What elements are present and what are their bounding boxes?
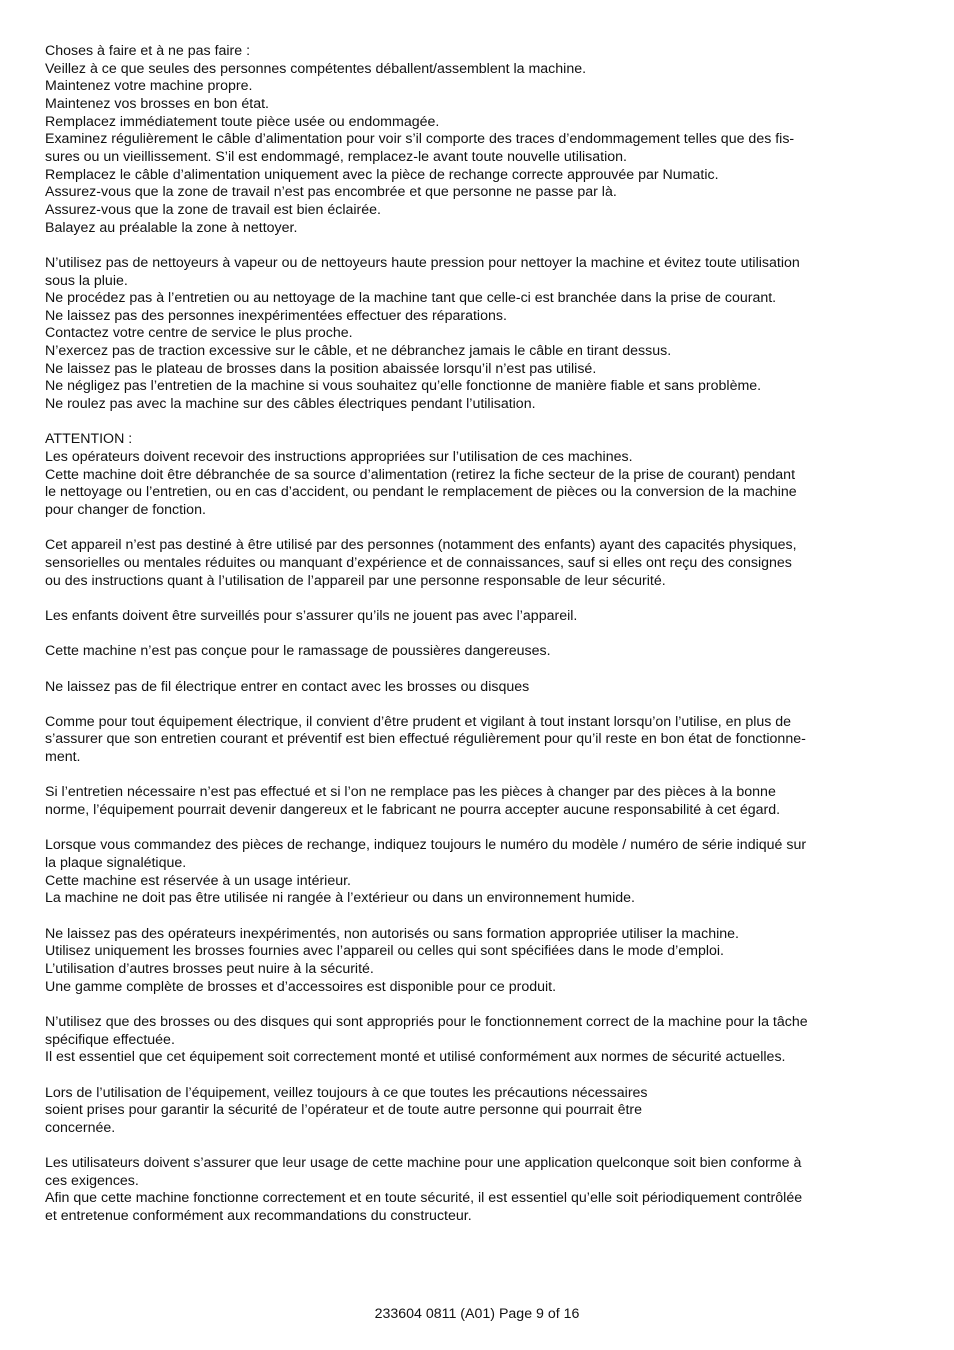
text-line: N’utilisez pas de nettoyeurs à vapeur ou de nettoyeurs haute pression pour nettoyer la machine et évitez toute utilisation: [45, 254, 800, 271]
paragraph-precautions: [45, 1085, 911, 1138]
section-heading: ATTENTION :: [45, 431, 133, 448]
text-line: La machine ne doit pas être utilisée ni rangée à l’extérieur ou dans un environnement humide.: [45, 890, 635, 907]
paragraph-electrical-equipment: [45, 714, 911, 767]
text-line: s’assurer que son entretien courant et préventif est bien effectué régulièrement pour qu’il reste en bon état de fonctionne-: [45, 731, 806, 748]
text-line: la plaque signalétique.: [45, 855, 187, 872]
text-line: soient prises pour garantir la sécurité de l’opérateur et de toute autre personne qui pourrait être: [45, 1102, 643, 1119]
text-line: N’exercez pas de traction excessive sur le câble, et ne débranchez jamais le câble en tirant dessus.: [45, 343, 672, 360]
text-line: sous la pluie.: [45, 272, 128, 289]
paragraph-user-compliance: [45, 1155, 911, 1226]
text-line: Ne négligez pas l’entretien de la machine si vous souhaitez qu’elle fonctionne de manière fiable et sans problème.: [45, 378, 762, 395]
paragraph-maintenance-liability: [45, 784, 911, 819]
text-line: Veillez à ce que seules des personnes compétentes déballent/assemblent la machine.: [45, 60, 587, 77]
text-line: Maintenez votre machine propre.: [45, 78, 253, 95]
text-line: Assurez-vous que la zone de travail n’est pas encombrée et que personne ne passe par là.: [45, 184, 617, 201]
paragraph-dos-and-donts-2: [45, 255, 911, 414]
text-line: L’utilisation d’autres brosses peut nuire à la sécurité.: [45, 960, 374, 977]
paragraph-dust: [45, 643, 911, 661]
text-line: Cet appareil n’est pas destiné à être utilisé par des personnes (notamment des enfants) ayant des capacités physiques,: [45, 537, 797, 554]
text-line: Ne roulez pas avec la machine sur des câbles électriques pendant l’utilisation.: [45, 396, 536, 413]
text-line: spécifique effectuée.: [45, 1031, 175, 1048]
text-line: Une gamme complète de brosses et d’accessoires est disponible pour ce produit.: [45, 978, 557, 995]
text-line: Maintenez vos brosses en bon état.: [45, 95, 269, 112]
text-line: Cette machine est réservée à un usage intérieur.: [45, 872, 351, 889]
text-line: Ne laissez pas des opérateurs inexpérimentés, non autorisés ou sans formation appropriée utiliser la machine.: [45, 925, 739, 942]
paragraph-wire-contact: [45, 679, 911, 697]
text-line: Ne procédez pas à l’entretien ou au nettoyage de la machine tant que celle-ci est branchée dans la prise de courant.: [45, 290, 777, 307]
text-line: sures ou un vieillissement. S’il est endommagé, remplacez-le avant toute nouvelle utilisation.: [45, 148, 627, 165]
paragraph-attention: [45, 431, 911, 519]
text-line: ces exigences.: [45, 1172, 139, 1189]
paragraph-dos-and-donts-1: [45, 43, 911, 237]
text-line: sensorielles ou mentales réduites ou manquant d’expérience et de connaissances, sauf si elles ont reçu des consignes: [45, 554, 792, 571]
text-line: Contactez votre centre de service le plus proche.: [45, 325, 353, 342]
text-line: Afin que cette machine fonctionne correctement et en toute sécurité, il est essentiel qu’elle soit périodiquement contrôlée: [45, 1190, 803, 1207]
text-line: Ne laissez pas le plateau de brosses dans la position abaissée lorsqu’il n’est pas utilisé.: [45, 360, 597, 377]
text-line: le nettoyage ou l’entretien, ou en cas d’accident, ou pendant le remplacement de pièces ou la conversion de la machine: [45, 484, 797, 501]
paragraph-spare-parts: [45, 837, 911, 908]
text-line: Les utilisateurs doivent s’assurer que leur usage de cette machine pour une application quelconque soit bien conforme à: [45, 1155, 802, 1172]
text-line: Lors de l’utilisation de l’équipement, veillez toujours à ce que toutes les précautions nécessaires: [45, 1084, 648, 1101]
text-line: Examinez régulièrement le câble d’alimentation pour voir s’il comporte des traces d’endommagement telles que des fis-: [45, 131, 795, 148]
text-line: pour changer de fonction.: [45, 502, 206, 519]
paragraph-reduced-capacity: [45, 537, 911, 590]
text-line: Comme pour tout équipement électrique, il convient d’être prudent et vigilant à tout instant lorsqu’on l’utilise, en plus de: [45, 713, 792, 730]
text-line: Les enfants doivent être surveillés pour s’assurer qu’ils ne jouent pas avec l’appareil.: [45, 607, 578, 624]
text-line: N’utilisez que des brosses ou des disques qui sont appropriés pour le fonctionnement correct de la machine pour la tâche: [45, 1013, 808, 1030]
text-line: Cette machine n’est pas conçue pour le ramassage de poussières dangereuses.: [45, 643, 551, 660]
text-line: Cette machine doit être débranchée de sa source d’alimentation (retirez la fiche secteur de la prise de courant) pendant: [45, 466, 796, 483]
section-heading: Choses à faire et à ne pas faire :: [45, 43, 251, 59]
text-line: norme, l’équipement pourrait devenir dangereux et le fabricant ne pourra accepter aucune responsabilité à cet égard.: [45, 802, 781, 819]
text-line: Ne laissez pas des personnes inexpérimentées effectuer des réparations.: [45, 307, 507, 324]
text-line: Ne laissez pas de fil électrique entrer en contact avec les brosses ou disques: [45, 678, 530, 695]
text-line: ment.: [45, 749, 81, 766]
text-line: Lorsque vous commandez des pièces de rechange, indiquez toujours le numéro du modèle / numéro de série indiqué sur: [45, 837, 807, 854]
text-line: ou des instructions quant à l’utilisation de l’appareil par une personne responsable de leur sécurité.: [45, 572, 666, 589]
text-line: concernée.: [45, 1119, 116, 1136]
text-line: Utilisez uniquement les brosses fournies avec l’appareil ou celles qui sont spécifiées dans le mode d’emploi.: [45, 943, 724, 960]
paragraph-appropriate-brushes: [45, 1014, 911, 1067]
text-line: Remplacez le câble d’alimentation uniquement avec la pièce de rechange correcte approuvée par Numatic.: [45, 166, 719, 183]
text-line: Balayez au préalable la zone à nettoyer.: [45, 219, 298, 236]
text-line: Il est essentiel que cet équipement soit correctement monté et utilisé conformément aux normes de sécurité actuelles.: [45, 1049, 786, 1066]
text-line: et entretenue conformément aux recommandations du constructeur.: [45, 1208, 472, 1225]
text-line: Les opérateurs doivent recevoir des instructions appropriées sur l’utilisation de ces machines.: [45, 449, 633, 466]
paragraph-operators-brushes: [45, 926, 911, 997]
paragraph-children: [45, 608, 911, 626]
text-line: Assurez-vous que la zone de travail est bien éclairée.: [45, 201, 381, 218]
page-footer: 233604 0811 (A01) Page 9 of 16: [374, 1306, 580, 1322]
text-line: Si l’entretien nécessaire n’est pas effectué et si l’on ne remplace pas les pièces à changer par des pièces à la bonne: [45, 784, 776, 801]
text-line: Remplacez immédiatement toute pièce usée ou endommagée.: [45, 113, 440, 130]
page-body: [45, 43, 911, 1243]
